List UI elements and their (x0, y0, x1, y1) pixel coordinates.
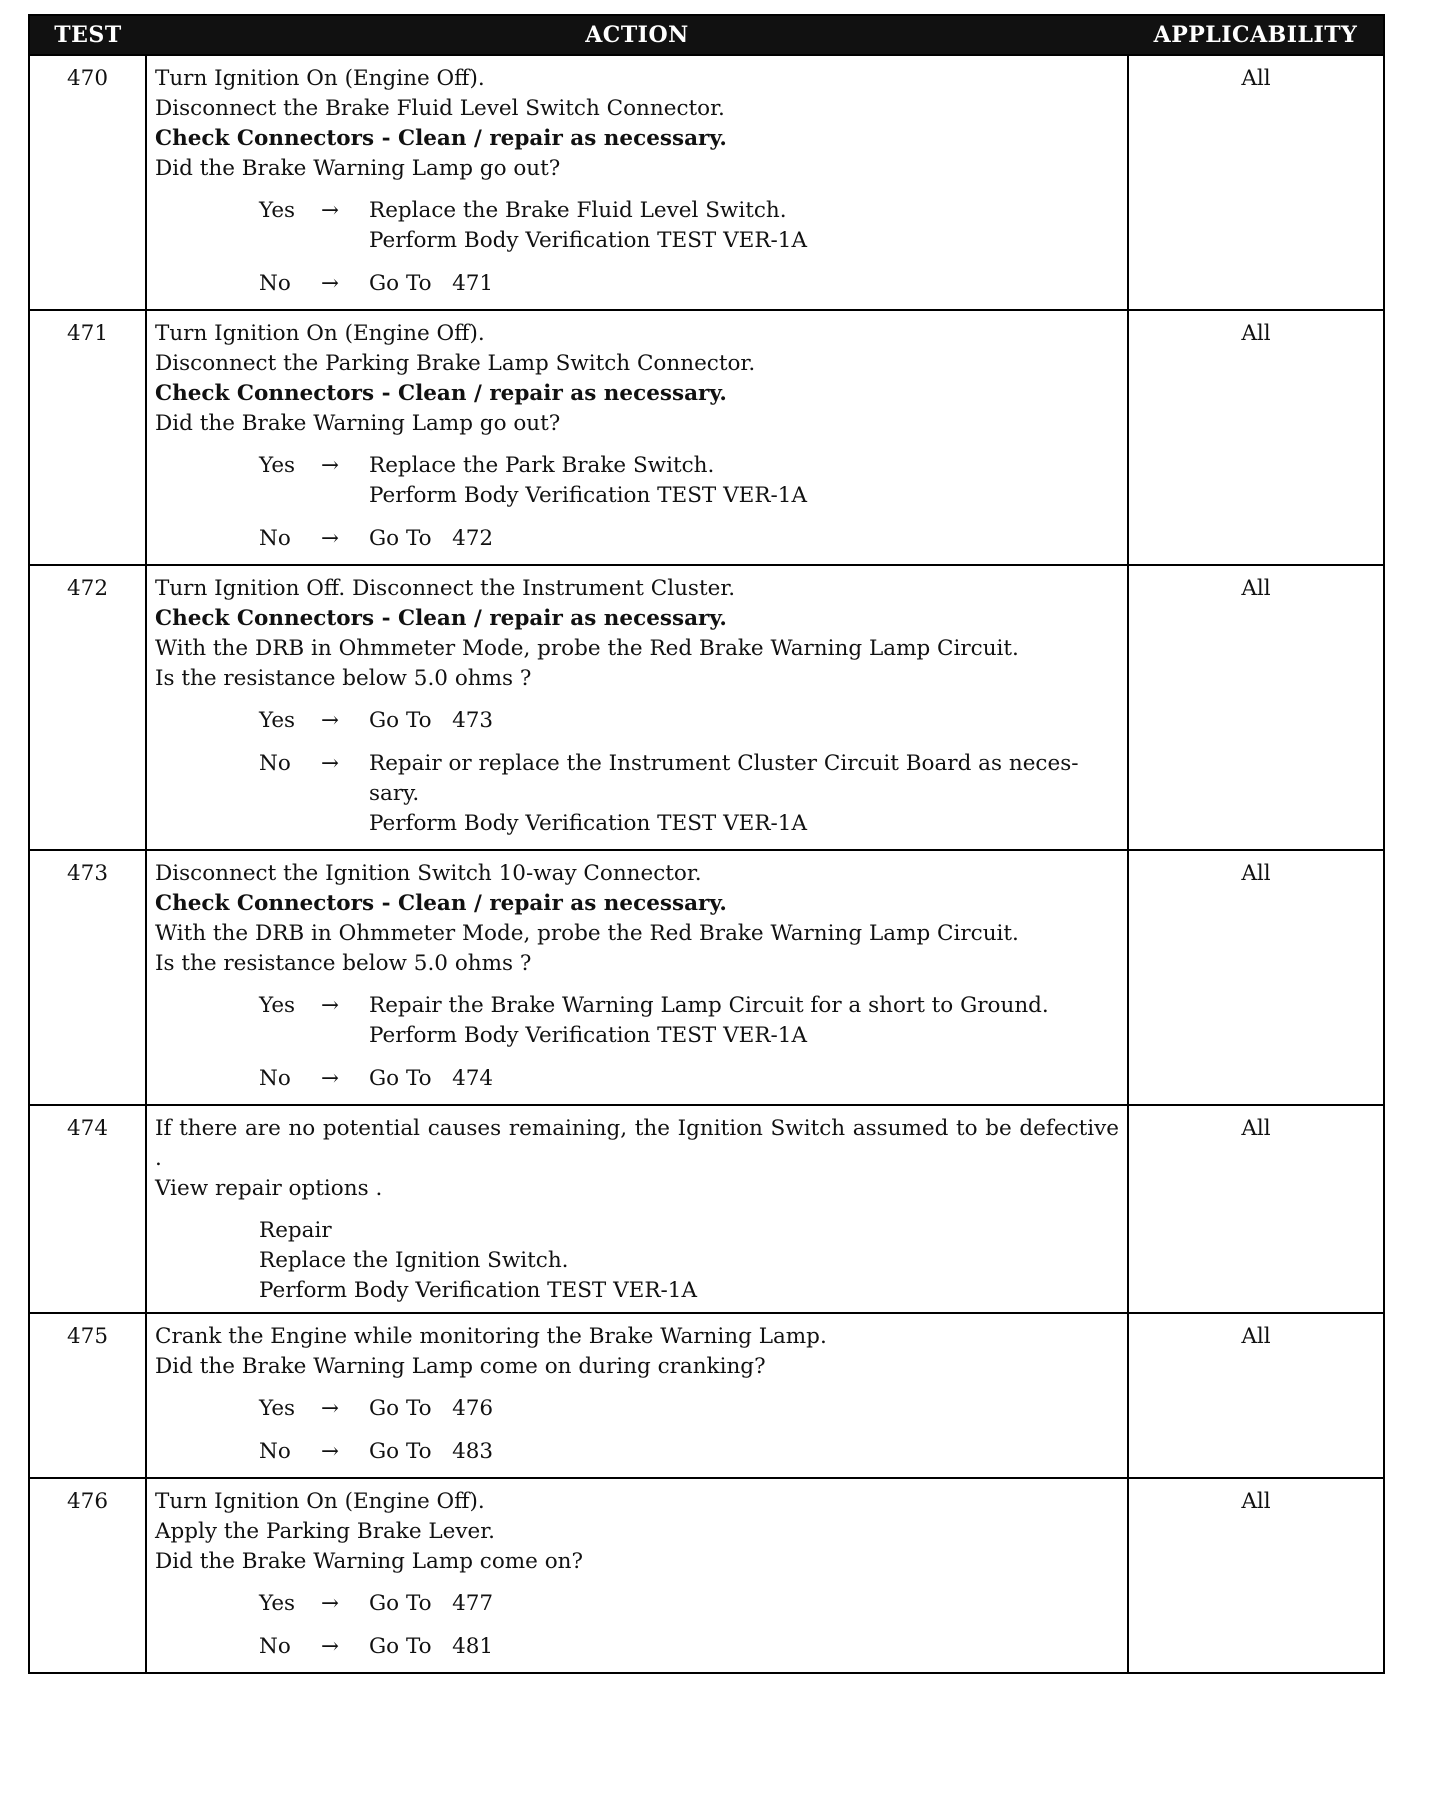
branch-no (155, 269, 1119, 299)
arrow-right-icon: → (321, 453, 340, 478)
instruction-line: Did the Brake Warning Lamp come on during cranking? (155, 1354, 766, 1379)
branch-result-line: Perform Body Verification TEST VER-1A (369, 483, 807, 508)
instruction-line: Disconnect the Parking Brake Lamp Switch Connector. (155, 351, 756, 376)
arrow-right-icon: → (321, 751, 340, 776)
branch-list (155, 1589, 1119, 1662)
branch-result (369, 991, 1119, 1051)
action-cell (146, 1105, 1128, 1313)
repair-steps (259, 1246, 1119, 1306)
branch-yes (155, 196, 1119, 256)
instruction-emphasis: Check Connectors - Clean / repair as necessary. (155, 381, 727, 406)
test-number: 472 (30, 565, 146, 850)
branch-label: No (259, 1439, 291, 1464)
applicability-value: All (1128, 565, 1383, 850)
instruction-line: Turn Ignition On (Engine Off). (155, 321, 485, 346)
instruction-line: Did the Brake Warning Lamp go out? (155, 411, 561, 436)
instruction-line: Disconnect the Ignition Switch 10-way Connector. (155, 861, 702, 886)
instruction-line: Crank the Engine while monitoring the Brake Warning Lamp. (155, 1324, 827, 1349)
action-cell (146, 565, 1128, 850)
table-row (30, 1105, 1383, 1313)
action-cell (146, 310, 1128, 565)
arrow-right-icon: → (321, 1634, 340, 1659)
branch-result-line: Perform Body Verification TEST VER-1A (369, 811, 807, 836)
branch-no (155, 1632, 1119, 1662)
instruction-emphasis: Check Connectors - Clean / repair as necessary. (155, 126, 727, 151)
branch-result (369, 1437, 1119, 1467)
branch-label: No (259, 1066, 291, 1091)
table-row (30, 310, 1383, 565)
applicability-column-header: APPLICABILITY (1128, 16, 1383, 55)
test-number: 473 (30, 850, 146, 1105)
branch-result (369, 1394, 1119, 1424)
applicability-value: All (1128, 850, 1383, 1105)
branch-result (369, 1632, 1119, 1662)
branch-result-line: Repair the Brake Warning Lamp Circuit for a short to Ground. (369, 993, 1049, 1018)
branch-result-line: Go To 472 (369, 526, 494, 551)
table-row (30, 850, 1383, 1105)
branch-yes (155, 991, 1119, 1051)
repair-step: Perform Body Verification TEST VER-1A (259, 1278, 697, 1303)
instruction-line: Is the resistance below 5.0 ohms ? (155, 951, 532, 976)
branch-yes (155, 451, 1119, 511)
test-number: 475 (30, 1313, 146, 1478)
branch-result-line: Repair or replace the Instrument Cluster Circuit Board as neces- (369, 751, 1079, 776)
branch-label: No (259, 271, 291, 296)
repair-step: Replace the Ignition Switch. (259, 1248, 569, 1273)
test-number: 474 (30, 1105, 146, 1313)
branch-yes (155, 1394, 1119, 1424)
branch-result-line: Go To 483 (369, 1439, 494, 1464)
branch-result-line: Go To 481 (369, 1634, 494, 1659)
instruction-line: With the DRB in Ohmmeter Mode, probe the Red Brake Warning Lamp Circuit. (155, 921, 1019, 946)
instruction-line: Apply the Parking Brake Lever. (155, 1519, 496, 1544)
branch-label: Yes (259, 708, 296, 733)
branch-result (369, 1064, 1119, 1094)
branch-yes (155, 706, 1119, 736)
branch-result-line: Go To 477 (369, 1591, 494, 1616)
branch-list (155, 1394, 1119, 1467)
branch-result-line: sary. (369, 781, 420, 806)
test-number: 476 (30, 1478, 146, 1672)
branch-result-line: Perform Body Verification TEST VER-1A (369, 1023, 807, 1048)
branch-label: Yes (259, 993, 296, 1018)
branch-no (155, 749, 1119, 839)
instruction-line: Turn Ignition Off. Disconnect the Instrument Cluster. (155, 576, 736, 601)
branch-label: Yes (259, 1591, 296, 1616)
arrow-right-icon: → (321, 1396, 340, 1421)
branch-result (369, 524, 1119, 554)
table-row (30, 55, 1383, 310)
arrow-right-icon: → (321, 271, 340, 296)
applicability-value: All (1128, 1478, 1383, 1672)
applicability-value: All (1128, 1105, 1383, 1313)
table-row (30, 565, 1383, 850)
instruction-line: Is the resistance below 5.0 ohms ? (155, 666, 532, 691)
instruction-line: Turn Ignition On (Engine Off). (155, 66, 485, 91)
arrow-right-icon: → (321, 1066, 340, 1091)
diagnostic-test-table (28, 14, 1385, 1674)
table-row (30, 1313, 1383, 1478)
branch-label: Yes (259, 198, 296, 223)
action-cell (146, 850, 1128, 1105)
table-row (30, 1478, 1383, 1672)
branch-result (369, 749, 1119, 839)
instruction-line: Did the Brake Warning Lamp go out? (155, 156, 561, 181)
branch-list (155, 451, 1119, 554)
branch-list (155, 991, 1119, 1094)
branch-result-line: Perform Body Verification TEST VER-1A (369, 228, 807, 253)
branch-result-line: Go To 476 (369, 1396, 494, 1421)
table-header-row (30, 16, 1383, 55)
instruction-line: With the DRB in Ohmmeter Mode, probe the Red Brake Warning Lamp Circuit. (155, 636, 1019, 661)
test-column-header: TEST (30, 16, 146, 55)
branch-result (369, 1589, 1119, 1619)
branch-no (155, 1437, 1119, 1467)
branch-list (155, 196, 1119, 299)
action-cell (146, 1313, 1128, 1478)
branch-label: Yes (259, 1396, 296, 1421)
arrow-right-icon: → (321, 993, 340, 1018)
branch-no (155, 524, 1119, 554)
branch-list (155, 706, 1119, 839)
branch-result-line: Go To 474 (369, 1066, 494, 1091)
branch-label: Yes (259, 453, 296, 478)
instruction-emphasis: Check Connectors - Clean / repair as necessary. (155, 606, 727, 631)
branch-result (369, 706, 1119, 736)
instruction-line: Disconnect the Brake Fluid Level Switch Connector. (155, 96, 725, 121)
branch-label: No (259, 526, 291, 551)
instruction-line: Turn Ignition On (Engine Off). (155, 1489, 485, 1514)
instruction-line: View repair options . (155, 1176, 383, 1201)
arrow-right-icon: → (321, 708, 340, 733)
instruction-line: Did the Brake Warning Lamp come on? (155, 1549, 584, 1574)
branch-result (369, 269, 1119, 299)
branch-yes (155, 1589, 1119, 1619)
branch-result-line: Go To 473 (369, 708, 494, 733)
arrow-right-icon: → (321, 526, 340, 551)
branch-label: No (259, 1634, 291, 1659)
instruction-emphasis: Check Connectors - Clean / repair as necessary. (155, 891, 727, 916)
test-number: 471 (30, 310, 146, 565)
test-number: 470 (30, 55, 146, 310)
applicability-value: All (1128, 310, 1383, 565)
action-cell (146, 55, 1128, 310)
arrow-right-icon: → (321, 1591, 340, 1616)
branch-label: No (259, 751, 291, 776)
branch-result-line: Go To 471 (369, 271, 494, 296)
action-column-header: ACTION (146, 16, 1128, 55)
branch-no (155, 1064, 1119, 1094)
branch-result-line: Replace the Brake Fluid Level Switch. (369, 198, 787, 223)
branch-result (369, 196, 1119, 256)
branch-result (369, 451, 1119, 511)
arrow-right-icon: → (321, 1439, 340, 1464)
branch-result-line: Replace the Park Brake Switch. (369, 453, 715, 478)
applicability-value: All (1128, 55, 1383, 310)
arrow-right-icon: → (321, 198, 340, 223)
table-body (30, 55, 1383, 1672)
repair-label: Repair (259, 1218, 332, 1243)
applicability-value: All (1128, 1313, 1383, 1478)
action-cell (146, 1478, 1128, 1672)
action-paragraph: If there are no potential causes remaining, the Ignition Switch assumed to be defective . (155, 1116, 1126, 1171)
